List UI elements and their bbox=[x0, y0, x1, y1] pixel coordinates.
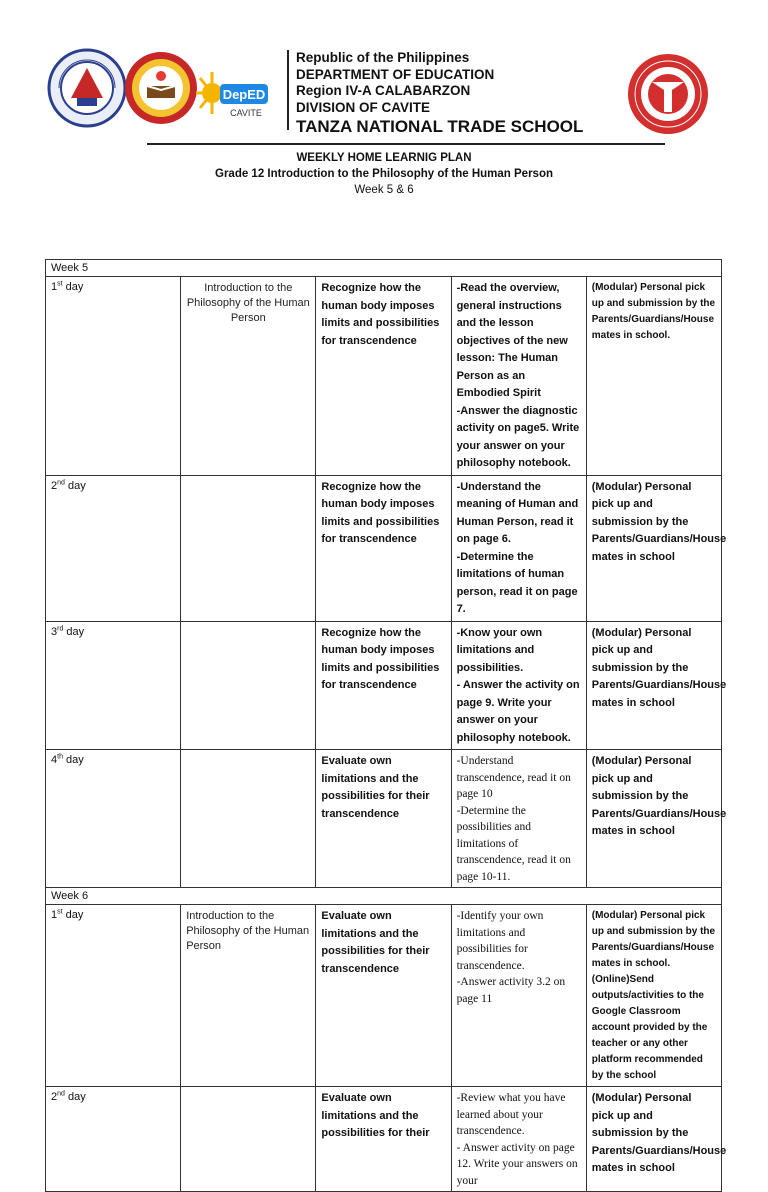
day-cell: 1st day bbox=[46, 905, 181, 1087]
plan-title: WEEKLY HOME LEARNIG PLAN bbox=[296, 152, 472, 164]
delivery-cell: (Modular) Personal pick up and submission by the Parents/Guardians/House mates in school bbox=[586, 475, 721, 621]
svg-text:CAVITE: CAVITE bbox=[230, 108, 262, 118]
day-cell: 2nd day bbox=[46, 475, 181, 621]
subject-cell: Introduction to the Philosophy of the Human Person bbox=[181, 905, 316, 1087]
competency-cell: Evaluate own limitations and the possibilities for their bbox=[316, 1087, 451, 1192]
competency-cell: Recognize how the human body imposes limits and possibilities for transcendence bbox=[316, 277, 451, 476]
tasks-cell: -Read the overview, general instructions and the lesson objectives of the new lesson: The Human Person as an Embodied Spirit -Answer the diagnostic activity on page5. Write your answer on your philosophy notebook. bbox=[451, 277, 586, 476]
delivery-cell: (Modular) Personal pick up and submission by the Parents/Guardians/House mates in school bbox=[586, 621, 721, 750]
subject-cell: Introduction to the Philosophy of the Human Person bbox=[181, 277, 316, 476]
delivery-cell: (Modular) Personal pick up and submission by the Parents/Guardians/House mates in school bbox=[586, 1087, 721, 1192]
competency-cell: Evaluate own limitations and the possibilities for their transcendence bbox=[316, 905, 451, 1087]
deped-cavite-logo bbox=[192, 58, 274, 128]
week-label: Week 5 bbox=[46, 260, 722, 277]
weeks-title: Week 5 & 6 bbox=[354, 184, 414, 196]
table-row bbox=[46, 621, 722, 750]
table-row bbox=[46, 277, 722, 476]
week-row bbox=[46, 888, 722, 905]
learning-plan-table bbox=[45, 259, 727, 1192]
header-divider bbox=[287, 50, 289, 130]
table-row bbox=[46, 905, 722, 1087]
tasks-cell: -Understand the meaning of Human and Human Person, read it on page 6. -Determine the limitations of human person, read it on page 7. bbox=[451, 475, 586, 621]
tasks-cell: -Review what you have learned about your transcendence. - Answer activity on page 12. Write your answers on your bbox=[451, 1087, 586, 1192]
competency-cell: Recognize how the human body imposes limits and possibilities for transcendence bbox=[316, 621, 451, 750]
tasks-cell: -Identify your own limitations and possibilities for transcendence. -Answer activity 3.2 on page 11 bbox=[451, 905, 586, 1087]
region-seal-logo bbox=[123, 50, 199, 126]
tasks-cell: -Understand transcendence, read it on page 10 -Determine the possibilities and limitations of transcendence, read it on page 10-11. bbox=[451, 750, 586, 888]
org-block bbox=[296, 51, 636, 135]
subject-title: Grade 12 Introduction to the Philosophy of the Human Person bbox=[215, 168, 553, 180]
table-row bbox=[46, 1087, 722, 1192]
day-cell: 3rd day bbox=[46, 621, 181, 750]
table-row bbox=[46, 750, 722, 888]
school-name: TANZA NATIONAL TRADE SCHOOL bbox=[296, 117, 584, 136]
competency-cell: Recognize how the human body imposes limits and possibilities for transcendence bbox=[316, 475, 451, 621]
subject-cell bbox=[181, 1087, 316, 1192]
region-line: Region IV-A CALABARZON bbox=[296, 83, 471, 98]
republic-line: Republic of the Philippines bbox=[296, 50, 470, 65]
day-cell: 1st day bbox=[46, 277, 181, 476]
delivery-cell: (Modular) Personal pick up and submission by the Parents/Guardians/House mates in school. (Online)Send outputs/activities to the Google Classroom account provided by the teacher or any other platform recommended by the school bbox=[586, 905, 721, 1087]
subject-cell bbox=[181, 475, 316, 621]
plan-titles bbox=[0, 150, 768, 198]
delivery-cell: (Modular) Personal pick up and submission by the Parents/Guardians/House mates in school. bbox=[586, 277, 721, 476]
delivery-cell: (Modular) Personal pick up and submission by the Parents/Guardians/House mates in school bbox=[586, 750, 721, 888]
department-line: DEPARTMENT OF EDUCATION bbox=[296, 66, 495, 82]
division-line: DIVISION OF CAVITE bbox=[296, 99, 431, 115]
week-row bbox=[46, 260, 722, 277]
competency-cell: Evaluate own limitations and the possibilities for their transcendence bbox=[316, 750, 451, 888]
tasks-cell: -Know your own limitations and possibilities. - Answer the activity on page 9. Write your answer on your philosophy notebook. bbox=[451, 621, 586, 750]
subject-cell bbox=[181, 750, 316, 888]
week-label: Week 6 bbox=[46, 888, 722, 905]
table-row bbox=[46, 475, 722, 621]
deped-seal-logo bbox=[47, 48, 127, 128]
subject-cell bbox=[181, 621, 316, 750]
day-cell: 4th day bbox=[46, 750, 181, 888]
svg-text:DepED: DepED bbox=[222, 87, 266, 102]
school-seal-logo bbox=[626, 52, 710, 136]
header-rule bbox=[147, 143, 665, 145]
day-cell: 2nd day bbox=[46, 1087, 181, 1192]
